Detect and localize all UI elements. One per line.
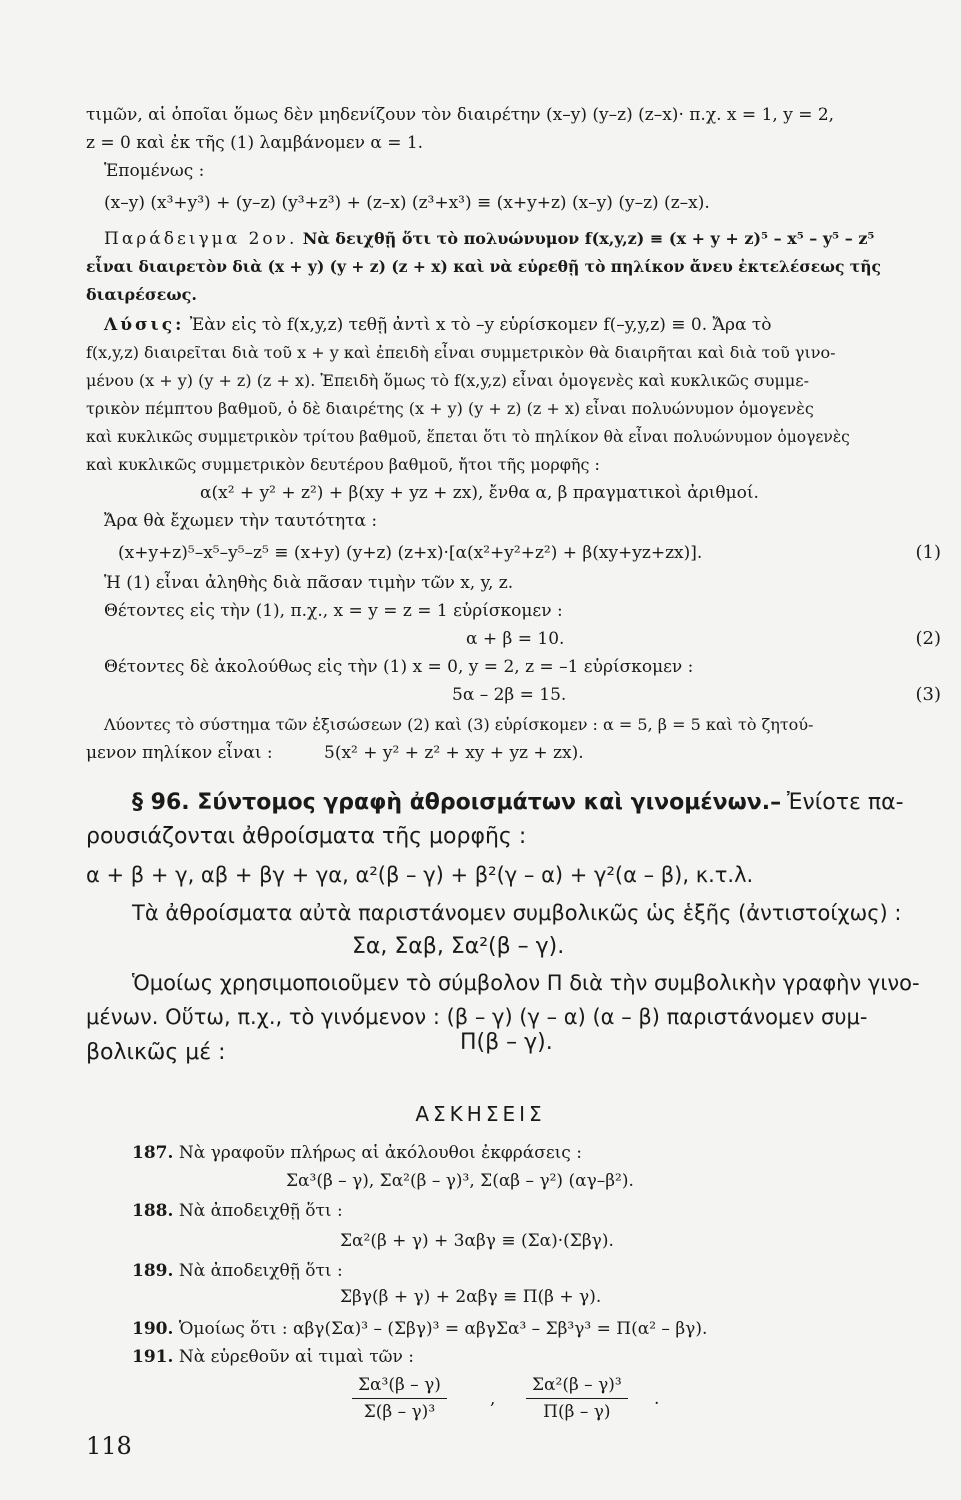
exercise-item bbox=[132, 1346, 414, 1368]
text-line: μένων. Οὕτω, π.χ., τὸ γινόμενον : (β – γ) (γ – α) (α – β) παριστάνομεν συμ- bbox=[86, 1005, 868, 1029]
equation: Σα, Σαβ, Σα²(β – γ). bbox=[352, 934, 565, 959]
solution-text: Ἐὰν εἰς τὸ f(x,y,z) τεθῇ ἀντὶ x τὸ –y εὑρίσκομεν f(–y,y,z) ≡ 0. Ἄρα τὸ bbox=[189, 315, 772, 335]
fraction bbox=[352, 1372, 447, 1425]
exercise-item bbox=[132, 1142, 582, 1164]
fraction bbox=[526, 1372, 628, 1425]
exercise-number: 190. bbox=[132, 1319, 174, 1339]
exercise-item bbox=[132, 1200, 343, 1222]
example-statement: Νὰ δειχθῇ ὅτι τὸ πολυώνυμον f(x,y,z) ≡ (x + y + z)⁵ – x⁵ – y⁵ – z⁵ bbox=[302, 229, 875, 248]
equation: (x+y+z)⁵–x⁵–y⁵–z⁵ ≡ (x+y) (y+z) (z+x)·[α(x²+y²+z²) + β(xy+yz+zx)]. bbox=[118, 543, 703, 563]
equation: α(x² + y² + z²) + β(xy + yz + zx), ἔνθα α, β πραγματικοὶ ἀριθμοί. bbox=[200, 483, 759, 503]
equation-number: (2) bbox=[915, 628, 941, 649]
text-line: Θέτοντες εἰς τὴν (1), π.χ., x = y = z = 1 εὑρίσκομεν : bbox=[104, 601, 563, 621]
equation: 5(x² + y² + z² + xy + yz + zx). bbox=[324, 743, 584, 763]
exercise-text: Ὁμοίως ὅτι : αβγ(Σα)³ – (Σβγ)³ = αβγΣα³ – Σβ³γ³ = Π(α² – βγ). bbox=[178, 1319, 708, 1339]
example-line bbox=[104, 228, 874, 250]
text-span: βολικῶς μέ : bbox=[86, 1040, 226, 1065]
text-line: καὶ κυκλικῶς συμμετρικὸν δευτέρου βαθμοῦ, ἤτοι τῆς μορφῆς : bbox=[86, 455, 600, 474]
exercise-text: Νὰ ἀποδειχθῇ ὅτι : bbox=[178, 1261, 343, 1281]
text-line bbox=[86, 742, 584, 764]
equation: (x–y) (x³+y³) + (y–z) (y³+z³) + (z–x) (z³+x³) ≡ (x+y+z) (x–y) (y–z) (z–x). bbox=[104, 193, 710, 213]
exercise-text: Νὰ ἀποδειχθῇ ὅτι : bbox=[178, 1201, 343, 1221]
exercise-formula: Σβγ(β + γ) + 2αβγ ≡ Π(β + γ). bbox=[340, 1287, 602, 1307]
solution-label: Λύσις: bbox=[104, 315, 185, 335]
equation: α + β = 10. bbox=[466, 629, 565, 649]
equation-number: (1) bbox=[915, 542, 941, 563]
text-line: τιμῶν, αἱ ὁποῖαι ὅμως δὲν μηδενίζουν τὸν διαιρέτην (x–y) (y–z) (z–x)· π.χ. x = 1, y = 2, bbox=[86, 105, 835, 125]
equation: Π(β – γ). bbox=[460, 1030, 553, 1055]
exercise-text: Νὰ εὑρεθοῦν αἱ τιμαὶ τῶν : bbox=[178, 1347, 415, 1367]
text-line: Θέτοντες δὲ ἀκολούθως εἰς τὴν (1) x = 0, y = 2, z = –1 εὑρίσκομεν : bbox=[104, 657, 694, 677]
equation: 5α – 2β = 15. bbox=[452, 685, 567, 705]
exercise-number: 189. bbox=[132, 1261, 174, 1281]
solution-line bbox=[104, 314, 772, 336]
exercise-formula: Σα²(β + γ) + 3αβγ ≡ (Σα)·(Σβγ). bbox=[340, 1231, 614, 1251]
fraction-denominator: Π(β – γ) bbox=[543, 1402, 611, 1422]
text-span: μενον πηλίκον εἶναι : bbox=[86, 743, 273, 763]
exercise-number: 187. bbox=[132, 1143, 174, 1163]
end-mark: . bbox=[654, 1389, 660, 1409]
text-line: καὶ κυκλικῶς συμμετρικὸν τρίτου βαθμοῦ, ἕπεται ὅτι τὸ πηλίκον θὰ εἶναι πολυώνυμον ὁμογενὲς bbox=[86, 428, 850, 446]
text-line: f(x,y,z) διαιρεῖται διὰ τοῦ x + y καὶ ἐπειδὴ εἶναι συμμετρικὸν θὰ διαιρῆται καὶ διὰ τοῦ γινο- bbox=[86, 343, 836, 362]
page-number: 118 bbox=[86, 1432, 132, 1460]
text-line: Τὰ ἀθροίσματα αὐτὰ παριστάνομεν συμβολικῶς ὡς ἑξῆς (ἀντιστοίχως) : bbox=[132, 901, 902, 925]
text-line: εἶναι διαιρετὸν διὰ (x + y) (y + z) (z + x) καὶ νὰ εὑρεθῇ τὸ πηλίκον ἄνευ ἐκτελέσεως τῆς bbox=[86, 257, 881, 276]
exercise-formula: Σα³(β – γ), Σα²(β – γ)³, Σ(αβ – γ²) (αγ–β²). bbox=[286, 1171, 634, 1191]
text-line: Ἡ (1) εἶναι ἀληθὴς διὰ πᾶσαν τιμὴν τῶν x, y, z. bbox=[104, 573, 514, 593]
text-line: Λύοντες τὸ σύστημα τῶν ἐξισώσεων (2) καὶ (3) εὑρίσκομεν : α = 5, β = 5 καὶ τὸ ζητού- bbox=[104, 715, 814, 734]
example-label: Παράδειγμα 2ον. bbox=[104, 229, 298, 249]
section-text: Ἐνίοτε πα- bbox=[786, 790, 904, 815]
exercise-number: 191. bbox=[132, 1347, 174, 1367]
separator: , bbox=[490, 1389, 496, 1409]
exercise-item bbox=[132, 1318, 707, 1340]
text-line: ρουσιάζονται ἀθροίσματα τῆς μορφῆς : bbox=[86, 824, 527, 849]
text-line: τρικὸν πέμπτου βαθμοῦ, ὁ δὲ διαιρέτης (x + y) (y + z) (z + x) εἶναι πολυώνυμον ὁμογενὲς bbox=[86, 399, 814, 418]
text-line: Ὁμοίως χρησιμοποιοῦμεν τὸ σύμβολον Π διὰ τὴν συμβολικὴν γραφὴν γινο- bbox=[132, 971, 920, 995]
exercises-heading: ΑΣΚΗΣΕΙΣ bbox=[415, 1102, 546, 1126]
text-line: Ἑπομένως : bbox=[104, 161, 205, 181]
text-line bbox=[86, 1030, 553, 1065]
text-line: μένου (x + y) (y + z) (z + x). Ἐπειδὴ ὅμως τὸ f(x,y,z) εἶναι ὁμογενὲς καὶ κυκλικῶς συμμε- bbox=[86, 371, 809, 390]
text-line: διαιρέσεως. bbox=[86, 285, 197, 304]
section-title: § 96. Σύντομος γραφὴ ἀθροισμάτων καὶ γινομένων.– bbox=[132, 790, 782, 815]
text-line: Ἄρα θὰ ἔχωμεν τὴν ταυτότητα : bbox=[104, 511, 378, 531]
exercise-item bbox=[132, 1260, 343, 1282]
fraction-numerator: Σα²(β – γ)³ bbox=[526, 1372, 628, 1399]
text-line: z = 0 καὶ ἐκ τῆς (1) λαμβάνομεν α = 1. bbox=[86, 133, 424, 153]
exercise-text: Νὰ γραφοῦν πλήρως αἱ ἀκόλουθοι ἐκφράσεις : bbox=[178, 1143, 582, 1163]
fraction-denominator: Σ(β – γ)³ bbox=[363, 1402, 436, 1422]
equation: α + β + γ, αβ + βγ + γα, α²(β – γ) + β²(γ – α) + γ²(α – β), κ.τ.λ. bbox=[86, 863, 754, 887]
equation-number: (3) bbox=[915, 684, 941, 705]
section-heading-line bbox=[132, 792, 904, 815]
fraction-numerator: Σα³(β – γ) bbox=[352, 1372, 447, 1399]
exercise-number: 188. bbox=[132, 1201, 174, 1221]
